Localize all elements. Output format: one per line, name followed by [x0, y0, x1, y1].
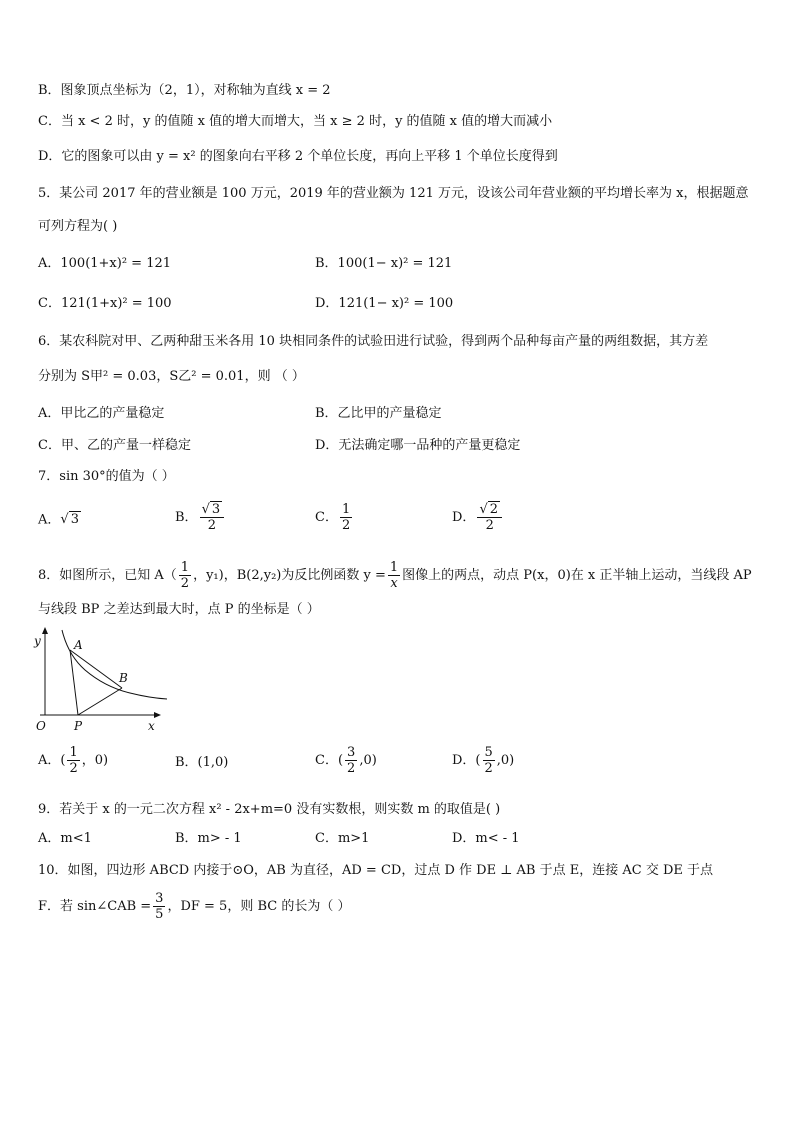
q8-option-a-fraction: [67, 745, 79, 776]
q9-stem: 9．若关于 x 的一元二次方程 x² - 2x+m=0 没有实数根，则实数 m 的取值是( ): [38, 802, 501, 817]
y-axis-arrow: [42, 627, 48, 634]
q4-option-c: C．当 x < 2 时，y 的值随 x 值的增大而增大，当 x ≥ 2 时，y 的值随 x 值的增大而减小: [38, 114, 553, 129]
q7-option-b-label: B．: [175, 510, 198, 525]
q10-sin-denominator: 5: [155, 907, 164, 922]
q8-option-c-denominator: 2: [347, 761, 356, 776]
q8-option-d-denominator: 2: [484, 761, 493, 776]
q7-option-b-denominator: 2: [207, 518, 216, 533]
q7-option-d: [452, 502, 504, 533]
q8-option-d: [452, 745, 514, 776]
q9-option-a: A．m<1: [38, 831, 92, 846]
label-x: x: [148, 719, 155, 733]
q7-option-c: [315, 502, 354, 533]
q5-option-d: D．121(1− x)² = 100: [315, 296, 454, 311]
label-y: y: [34, 634, 41, 648]
q7-option-c-numerator: 1: [341, 502, 351, 517]
q8-option-a: [38, 745, 108, 776]
q5-option-b: B．100(1− x)² = 121: [315, 256, 453, 271]
q7-option-c-label: C．: [315, 510, 338, 525]
q8-stem-part-c: 图像上的两点，动点 P(x，0)在 x 正半轴上运动，当线段 AP: [402, 568, 752, 583]
q8-option-d-post: ,0): [496, 753, 515, 768]
q8-option-a-pre: A．(: [38, 753, 66, 768]
q7-option-d-denominator: 2: [485, 518, 494, 533]
q5-stem-line1: 5．某公司 2017 年的营业额是 100 万元，2019 年的营业额为 121 万元，设该公司年营业额的平均增长率为 x，根据题意: [38, 186, 749, 201]
q8-option-a-post: ，0): [81, 753, 109, 768]
q7-option-d-fraction: $\frac{√ 2}{2}$: [477, 502, 502, 533]
q10-sin-fraction: [153, 891, 165, 922]
label-b: B: [119, 671, 128, 685]
q7-option-a: [38, 511, 81, 530]
q7-stem: 7．sin 30°的值为（ ）: [38, 469, 175, 484]
label-a: A: [74, 638, 83, 652]
q9-option-d: D．m< - 1: [452, 831, 520, 846]
segment-ap: [70, 650, 78, 715]
q7-option-d-numerator: 2: [489, 502, 499, 517]
q4-option-b: B．图象顶点坐标为（2，1），对称轴为直线 x = 2: [38, 83, 331, 98]
segment-bp: [78, 688, 122, 715]
q8-stem-part-a: 8．如图所示，已知 A（: [38, 568, 177, 583]
q8-stem-fraction-k-num: 1: [389, 560, 399, 575]
q8-option-a-denominator: 2: [69, 761, 78, 776]
q7-option-b: [175, 502, 226, 533]
q7-option-a-label: A．: [38, 512, 61, 528]
q8-option-b: B．(1,0): [175, 755, 229, 770]
q10-stem-line1: 10．如图，四边形 ABCD 内接于⊙O，AB 为直径，AD = CD，过点 D 作 DE ⊥ AB 于点 E，连接 AC 交 DE 于点: [38, 863, 714, 878]
q10-stem-part-b: ，DF = 5，则 BC 的长为（ ）: [167, 899, 351, 914]
q8-option-c-pre: C．(: [315, 753, 344, 768]
q8-stem-fraction-k: [388, 560, 400, 591]
q10-stem-line2: [38, 891, 350, 922]
q8-option-d-fraction: [483, 745, 495, 776]
q8-option-d-numerator: 5: [484, 745, 493, 760]
q8-option-c: [315, 745, 377, 776]
q8-option-c-fraction: [345, 745, 357, 776]
q7-option-d-label: D．: [452, 510, 476, 525]
x-axis-arrow: [154, 712, 161, 718]
q6-stem-line1: 6．某农科院对甲、乙两种甜玉米各用 10 块相同条件的试验田进行试验，得到两个品种每亩产量的两组数据，其方差: [38, 334, 709, 349]
q8-graph: [30, 625, 175, 735]
q8-option-d-pre: D．(: [452, 753, 481, 768]
q6-option-a: A．甲比乙的产量稳定: [38, 406, 165, 421]
q8-stem-line2: 与线段 BP 之差达到最大时，点 P 的坐标是（ ）: [38, 602, 320, 617]
q8-stem-fraction-a-den: 2: [180, 576, 190, 591]
q10-sin-numerator: 3: [155, 891, 164, 906]
q6-stem-line2: 分别为 S甲² = 0.03，S乙² = 0.01，则 （ ）: [38, 369, 305, 384]
q8-option-a-numerator: 1: [69, 745, 78, 760]
q8-stem-line1: [38, 560, 752, 591]
segment-ab: [70, 650, 122, 688]
q9-option-b: B．m> - 1: [175, 831, 242, 846]
q6-option-c: C．甲、乙的产量一样稳定: [38, 438, 191, 453]
q6-option-d: D．无法确定哪一品种的产量更稳定: [315, 438, 521, 453]
q9-option-c: C．m>1: [315, 831, 370, 846]
q7-option-a-radicand: 3: [70, 512, 79, 527]
q5-option-a: A．100(1+x)² = 121: [38, 256, 172, 271]
q10-stem-part-a: F．若 sin∠CAB =: [38, 899, 152, 914]
sqrt-sign: √ 3: [60, 512, 79, 527]
q6-option-b: B．乙比甲的产量稳定: [315, 406, 442, 421]
q8-option-c-post: ,0): [359, 753, 377, 768]
q7-option-b-fraction: $\frac{√ 3}{2}$: [200, 502, 225, 533]
q5-stem-line2: 可列方程为( ): [38, 219, 118, 234]
q8-stem-part-b: ，y₁)，B(2,y₂)为反比例函数 y =: [193, 568, 386, 583]
q8-stem-fraction-a: [179, 560, 191, 591]
q4-option-d: D．它的图象可以由 y = x² 的图象向右平移 2 个单位长度，再向上平移 1 个单位长度得到: [38, 149, 558, 164]
q7-option-b-numerator: 3: [211, 502, 221, 517]
q5-option-c: C．121(1+x)² = 100: [38, 296, 172, 311]
q8-stem-fraction-a-num: 1: [180, 560, 190, 575]
label-o: O: [36, 719, 46, 733]
q7-option-c-denominator: 2: [341, 518, 351, 533]
q8-option-c-numerator: 3: [347, 745, 356, 760]
q8-stem-fraction-k-den: x: [390, 576, 398, 591]
label-p: P: [74, 719, 83, 733]
q7-option-c-fraction: [340, 502, 352, 533]
